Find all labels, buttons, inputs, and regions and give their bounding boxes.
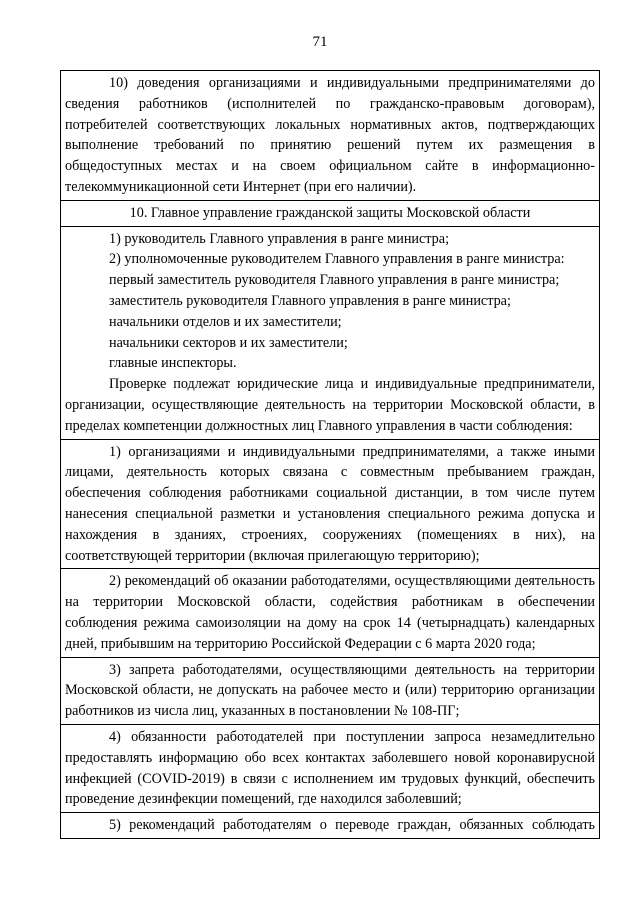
table-row	[61, 226, 600, 439]
table-cell	[61, 439, 600, 569]
paragraph-item-10: 10) доведения организациями и индивидуальными предпринимателями до сведения работников (исполнителей по гражданско-правовым договорам), потребителей соответствующих локальных нормативных актов, подтверждающих выполнение требований по принятию решений путем их размещения в общедоступных местах и на своем официальном сайте в информационно-телекоммуникационной сети Интернет (при его наличии).	[65, 75, 595, 195]
table-row	[61, 569, 600, 657]
officials-line: главные инспекторы.	[109, 355, 237, 372]
table-cell	[61, 724, 600, 812]
officials-line: 1) руководитель Главного управления в ранге министра;	[109, 230, 450, 247]
document-table	[60, 70, 600, 839]
table-cell	[61, 569, 600, 657]
table-cell	[61, 71, 600, 201]
list-item: 1) организациями и индивидуальными предпринимателями, а также иными лицами, деятельность которых связана с совместным пребыванием граждан, обеспечения соблюдения работниками социальной дистанции, в том числе путем нанесения специальной разметки и установления специального режима допуска и нахождения в зданиях, строениях, сооружениях (помещениях в них), на соответствующей территории (включая прилегающую территорию);	[65, 443, 595, 564]
list-item: 5) рекомендаций работодателям о переводе граждан, обязанных соблюдать	[109, 817, 595, 834]
table-cell	[61, 813, 600, 839]
officials-line: начальники секторов и их заместители;	[109, 334, 348, 351]
table-cell	[61, 200, 600, 226]
table-cell	[61, 226, 600, 439]
officials-line: первый заместитель руководителя Главного управления в ранге министра;	[109, 272, 560, 289]
table-row	[61, 439, 600, 569]
table-cell	[61, 657, 600, 724]
officials-line: 2) уполномоченные руководителем Главного управления в ранге министра:	[109, 251, 565, 268]
table-row	[61, 813, 600, 839]
list-item: 2) рекомендаций об оказании работодателями, осуществляющими деятельность на территории Московской области, содействия работникам в обеспечении соблюдения режима самоизоляции на дому на срок 14 (четырнадцать) календарных дней, прибывшим на территорию Российской Федерации с 6 марта 2020 года;	[65, 573, 595, 652]
section-header: 10. Главное управление гражданской защиты Московской области	[129, 204, 531, 221]
table-row	[61, 71, 600, 201]
page-number: 71	[312, 34, 328, 50]
table-row	[61, 200, 600, 226]
list-item: 4) обязанности работодателей при поступлении запроса незамедлительно предоставлять информацию обо всех контактах заболевшего новой коронавирусной инфекцией (COVID-2019) в связи с исполнением им трудовых функций, обеспечить проведение дезинфекции помещений, где находился заболевший;	[65, 728, 595, 808]
list-item: 3) запрета работодателями, осуществляющими деятельность на территории Московской области, не допускать на рабочее место и (или) территорию организации работников из числа лиц, указанных в постановлении № 108-ПГ;	[65, 661, 595, 720]
officials-line: заместитель руководителя Главного управления в ранге министра;	[109, 292, 511, 309]
table-row	[61, 724, 600, 812]
officials-line: начальники отделов и их заместители;	[109, 313, 342, 330]
intro-paragraph: Проверке подлежат юридические лица и индивидуальные предприниматели, организации, осуществляющие деятельность на территории Московской области, в пределах компетенции должностных лиц Главного управления в части соблюдения:	[65, 376, 595, 434]
table-row	[61, 657, 600, 724]
